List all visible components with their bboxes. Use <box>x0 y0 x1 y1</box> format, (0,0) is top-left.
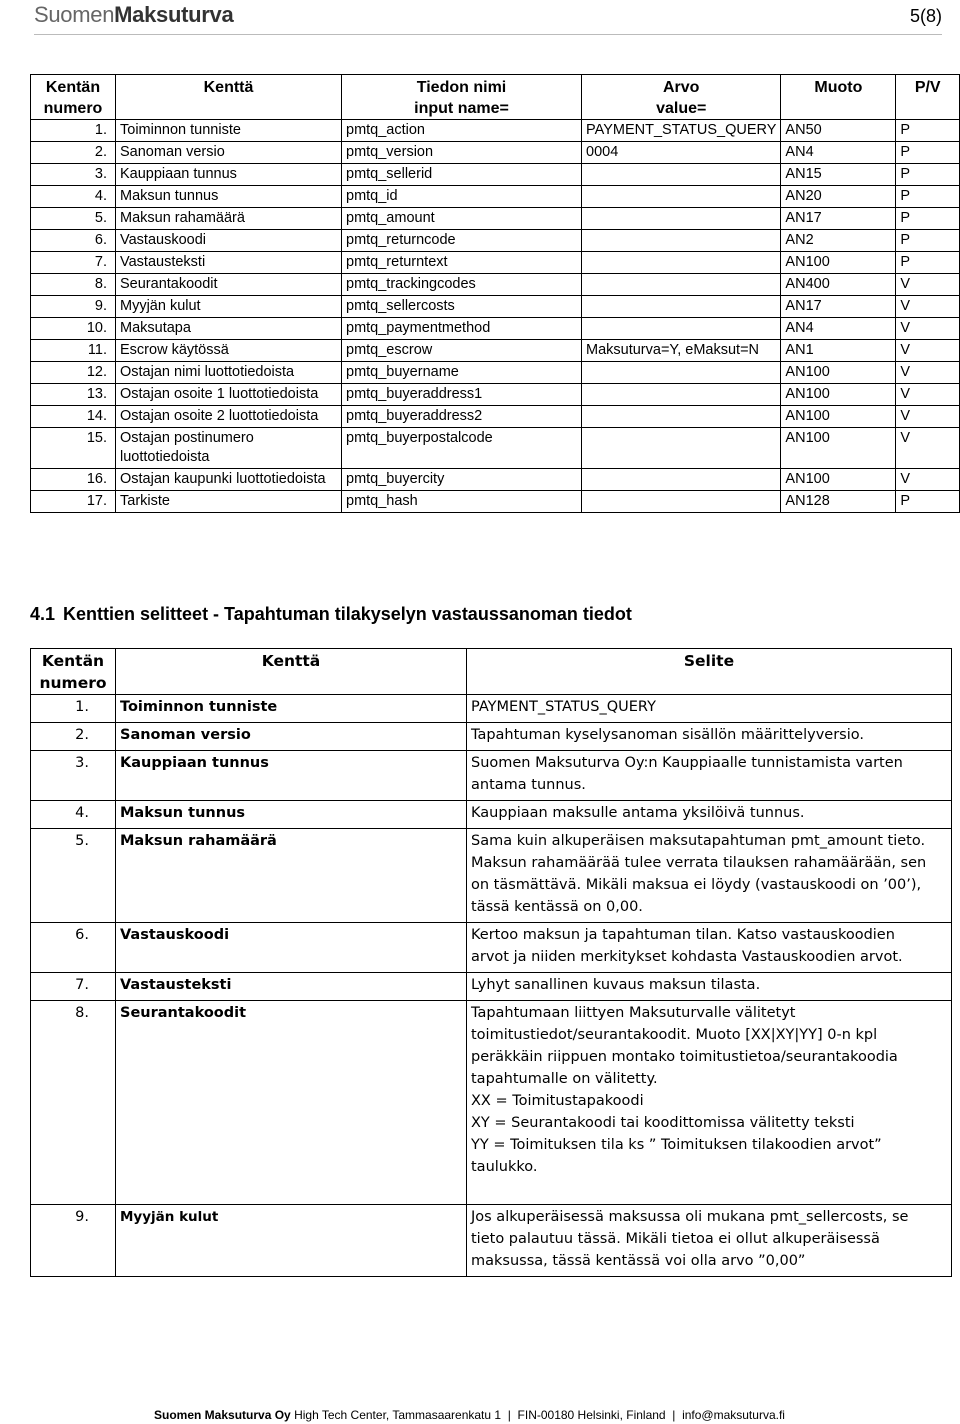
cell-value <box>582 252 781 274</box>
cell-input-name: pmtq_escrow <box>342 340 582 362</box>
cell-pv: V <box>896 384 960 406</box>
field-descriptions-table <box>30 648 952 1277</box>
cell-format: AN17 <box>781 208 896 230</box>
section-title-text: Kenttien selitteet - Tapahtuman tilakyselyn vastaussanoman tiedot <box>63 604 632 624</box>
table-header-row <box>31 649 952 695</box>
cell-field: Toiminnon tunniste <box>116 695 467 723</box>
table-row <box>31 164 960 186</box>
cell-value <box>582 384 781 406</box>
table-row <box>31 340 960 362</box>
cell-field: Maksun rahamäärä <box>116 208 342 230</box>
cell-input-name: pmtq_sellercosts <box>342 296 582 318</box>
cell-pv: V <box>896 428 960 469</box>
cell-format: AN4 <box>781 142 896 164</box>
description-line: tapahtumalle on välitetty. <box>471 1071 658 1087</box>
cell-number: 5. <box>31 829 116 923</box>
cell-input-name: pmtq_paymentmethod <box>342 318 582 340</box>
cell-value <box>582 296 781 318</box>
description-line: YY = Toimituksen tila ks ” Toimituksen tilakoodien arvot” <box>471 1137 882 1153</box>
cell-format: AN100 <box>781 469 896 491</box>
table-row <box>31 1001 952 1205</box>
table-row <box>31 469 960 491</box>
description-line: XY = Seurantakoodi tai koodittomissa välitetty teksti <box>471 1115 855 1131</box>
cell-number: 1. <box>31 120 116 142</box>
cell-value <box>582 491 781 513</box>
footer-email: info@maksuturva.fi <box>682 1408 785 1422</box>
description-line: Kertoo maksun ja tapahtuman tilan. Katso vastauskoodien <box>471 927 895 943</box>
cell-field: Myyjän kulut <box>116 296 342 318</box>
description-line: on täsmättävä. Mikäli maksua ei löydy (vastauskoodi on ’00’), <box>471 877 922 893</box>
cell-value <box>582 164 781 186</box>
cell-field: Maksutapa <box>116 318 342 340</box>
cell-input-name: pmtq_returntext <box>342 252 582 274</box>
description-line: Lyhyt sanallinen kuvaus maksun tilasta. <box>471 977 761 993</box>
cell-input-name: pmtq_version <box>342 142 582 164</box>
cell-description <box>467 695 952 723</box>
description-line: Jos alkuperäisessä maksussa oli mukana pmt_sellercosts, se <box>471 1209 909 1225</box>
company-logo <box>34 2 233 28</box>
cell-number: 4. <box>31 801 116 829</box>
logo-text-2: Maksuturva <box>114 2 234 27</box>
cell-description <box>467 973 952 1001</box>
header-divider <box>34 34 942 35</box>
cell-input-name: pmtq_sellerid <box>342 164 582 186</box>
col-header-value: Arvo value= <box>582 75 781 120</box>
cell-number: 7. <box>31 973 116 1001</box>
cell-pv: P <box>896 252 960 274</box>
col-header-description: Selite <box>467 649 952 695</box>
table-row <box>31 723 952 751</box>
cell-number: 10. <box>31 318 116 340</box>
cell-field: Myyjän kulut <box>116 1205 467 1277</box>
cell-value <box>582 230 781 252</box>
table-row <box>31 208 960 230</box>
cell-pv: V <box>896 318 960 340</box>
cell-value: PAYMENT_STATUS_QUERY <box>582 120 781 142</box>
cell-pv: V <box>896 406 960 428</box>
table-row <box>31 923 952 973</box>
cell-input-name: pmtq_buyeraddress1 <box>342 384 582 406</box>
table-row <box>31 406 960 428</box>
cell-description <box>467 1205 952 1277</box>
description-line: maksussa, tässä kentässä voi olla arvo ”0,00” <box>471 1253 806 1269</box>
cell-number: 12. <box>31 362 116 384</box>
section-heading <box>30 604 632 625</box>
table-row <box>31 491 960 513</box>
cell-number: 9. <box>31 1205 116 1277</box>
cell-format: AN100 <box>781 428 896 469</box>
cell-pv: P <box>896 230 960 252</box>
cell-field: Sanoman versio <box>116 723 467 751</box>
col-header-format: Muoto <box>781 75 896 120</box>
logo-text-1: Suomen <box>34 2 115 27</box>
table-row <box>31 829 952 923</box>
table-row <box>31 120 960 142</box>
cell-value <box>582 469 781 491</box>
cell-format: AN128 <box>781 491 896 513</box>
cell-pv: P <box>896 142 960 164</box>
cell-number: 9. <box>31 296 116 318</box>
cell-field: Ostajan postinumero luottotiedoista <box>116 428 342 469</box>
cell-field: Escrow käytössä <box>116 340 342 362</box>
table-row <box>31 801 952 829</box>
cell-pv: P <box>896 120 960 142</box>
cell-value <box>582 274 781 296</box>
cell-pv: V <box>896 469 960 491</box>
cell-pv: P <box>896 164 960 186</box>
cell-format: AN20 <box>781 186 896 208</box>
cell-description <box>467 1001 952 1205</box>
cell-number: 8. <box>31 274 116 296</box>
footer-company: Suomen Maksuturva Oy <box>154 1408 291 1422</box>
cell-pv: V <box>896 274 960 296</box>
description-line: PAYMENT_STATUS_QUERY <box>471 699 656 715</box>
description-line: tässä kentässä on 0,00. <box>471 899 643 915</box>
table-row <box>31 230 960 252</box>
cell-format: AN17 <box>781 296 896 318</box>
description-line: Suomen Maksuturva Oy:n Kauppiaalle tunnistamista varten <box>471 755 903 771</box>
cell-number: 16. <box>31 469 116 491</box>
table-row <box>31 1205 952 1277</box>
cell-field: Seurantakoodit <box>116 1001 467 1205</box>
cell-pv: P <box>896 186 960 208</box>
cell-number: 7. <box>31 252 116 274</box>
footer-postal: FIN-00180 Helsinki, Finland <box>517 1408 666 1422</box>
cell-value <box>582 186 781 208</box>
table-row <box>31 186 960 208</box>
table-row <box>31 751 952 801</box>
cell-description <box>467 829 952 923</box>
col-header-field: Kenttä <box>116 75 342 120</box>
cell-format: AN4 <box>781 318 896 340</box>
cell-input-name: pmtq_buyerpostalcode <box>342 428 582 469</box>
cell-number: 5. <box>31 208 116 230</box>
cell-description <box>467 923 952 973</box>
cell-field: Toiminnon tunniste <box>116 120 342 142</box>
cell-description <box>467 751 952 801</box>
col-header-input-name: Tiedon nimi input name= <box>342 75 582 120</box>
cell-input-name: pmtq_action <box>342 120 582 142</box>
section-number: 4.1 <box>30 604 56 624</box>
description-line: arvot ja niiden merkitykset kohdasta Vastauskoodien arvot. <box>471 949 903 965</box>
table-header-row <box>31 75 960 120</box>
table-row <box>31 296 960 318</box>
cell-field: Maksun tunnus <box>116 801 467 829</box>
cell-format: AN100 <box>781 252 896 274</box>
cell-field: Maksun tunnus <box>116 186 342 208</box>
cell-value <box>582 208 781 230</box>
cell-number: 8. <box>31 1001 116 1205</box>
cell-field: Ostajan nimi luottotiedoista <box>116 362 342 384</box>
cell-format: AN50 <box>781 120 896 142</box>
description-line: peräkkäin riippuen montako toimitustietoa/seurantakoodia <box>471 1049 898 1065</box>
cell-value <box>582 318 781 340</box>
cell-format: AN100 <box>781 384 896 406</box>
table-row <box>31 142 960 164</box>
cell-input-name: pmtq_returncode <box>342 230 582 252</box>
cell-input-name: pmtq_hash <box>342 491 582 513</box>
cell-number: 14. <box>31 406 116 428</box>
cell-field: Kauppiaan tunnus <box>116 751 467 801</box>
cell-format: AN100 <box>781 362 896 384</box>
cell-number: 2. <box>31 723 116 751</box>
cell-value <box>582 406 781 428</box>
cell-value: Maksuturva=Y, eMaksut=N <box>582 340 781 362</box>
description-line: toimitustiedot/seurantakoodit. Muoto [XX|XY|YY] 0-n kpl <box>471 1027 878 1043</box>
cell-field: Vastausteksti <box>116 252 342 274</box>
description-line: Maksun rahamäärää tulee verrata tilauksen rahamäärään, sen <box>471 855 927 871</box>
table-row <box>31 274 960 296</box>
cell-number: 13. <box>31 384 116 406</box>
cell-value <box>582 362 781 384</box>
col-header-pv: P/V <box>896 75 960 120</box>
cell-description <box>467 723 952 751</box>
cell-number: 6. <box>31 230 116 252</box>
cell-field: Ostajan kaupunki luottotiedoista <box>116 469 342 491</box>
cell-pv: P <box>896 491 960 513</box>
cell-value: 0004 <box>582 142 781 164</box>
cell-pv: P <box>896 208 960 230</box>
cell-input-name: pmtq_buyername <box>342 362 582 384</box>
cell-number: 15. <box>31 428 116 469</box>
cell-number: 6. <box>31 923 116 973</box>
col-header-number: Kentän numero <box>31 75 116 120</box>
cell-pv: V <box>896 362 960 384</box>
table-row <box>31 252 960 274</box>
description-line: XX = Toimitustapakoodi <box>471 1093 644 1109</box>
cell-field: Seurantakoodit <box>116 274 342 296</box>
description-line: tieto palautuu tässä. Mikäli tietoa ei ollut alkuperäisessä <box>471 1231 880 1247</box>
cell-field: Ostajan osoite 2 luottotiedoista <box>116 406 342 428</box>
cell-field: Ostajan osoite 1 luottotiedoista <box>116 384 342 406</box>
cell-number: 11. <box>31 340 116 362</box>
cell-input-name: pmtq_buyercity <box>342 469 582 491</box>
cell-format: AN15 <box>781 164 896 186</box>
cell-input-name: pmtq_buyeraddress2 <box>342 406 582 428</box>
page-number: 5(8) <box>909 6 942 26</box>
cell-description <box>467 801 952 829</box>
cell-number: 2. <box>31 142 116 164</box>
cell-field: Kauppiaan tunnus <box>116 164 342 186</box>
footer-address: High Tech Center, Tammasaarenkatu 1 <box>294 1408 502 1422</box>
cell-input-name: pmtq_id <box>342 186 582 208</box>
col-header-number: Kentän numero <box>31 649 116 695</box>
table-row <box>31 428 960 469</box>
cell-number: 17. <box>31 491 116 513</box>
table-row <box>31 695 952 723</box>
description-line: antama tunnus. <box>471 777 586 793</box>
cell-input-name: pmtq_trackingcodes <box>342 274 582 296</box>
cell-field: Vastausteksti <box>116 973 467 1001</box>
cell-number: 3. <box>31 164 116 186</box>
description-line <box>471 1178 947 1200</box>
cell-number: 4. <box>31 186 116 208</box>
table-row <box>31 362 960 384</box>
cell-format: AN2 <box>781 230 896 252</box>
table-row <box>31 384 960 406</box>
col-header-field: Kenttä <box>116 649 467 695</box>
table-row <box>31 973 952 1001</box>
cell-field: Maksun rahamäärä <box>116 829 467 923</box>
cell-field: Vastauskoodi <box>116 230 342 252</box>
cell-input-name: pmtq_amount <box>342 208 582 230</box>
cell-number: 1. <box>31 695 116 723</box>
description-line: Sama kuin alkuperäisen maksutapahtuman pmt_amount tieto. <box>471 833 926 849</box>
cell-format: AN400 <box>781 274 896 296</box>
description-line: Tapahtumaan liittyen Maksuturvalle välitetyt <box>471 1005 796 1021</box>
cell-pv: V <box>896 340 960 362</box>
description-line: Kauppiaan maksulle antama yksilöivä tunnus. <box>471 805 805 821</box>
table-row <box>31 318 960 340</box>
cell-field: Sanoman versio <box>116 142 342 164</box>
cell-format: AN1 <box>781 340 896 362</box>
description-line: Tapahtuman kyselysanoman sisällön määrittelyversio. <box>471 727 864 743</box>
request-fields-table <box>30 74 960 513</box>
cell-field: Vastauskoodi <box>116 923 467 973</box>
cell-number: 3. <box>31 751 116 801</box>
cell-field: Tarkiste <box>116 491 342 513</box>
page-footer: Suomen Maksuturva Oy High Tech Center, Tammasaarenkatu 1 | FIN-00180 Helsinki, Finland | info@maksuturva.fi <box>154 1408 785 1422</box>
cell-format: AN100 <box>781 406 896 428</box>
description-line: taulukko. <box>471 1159 538 1175</box>
cell-pv: V <box>896 296 960 318</box>
cell-value <box>582 428 781 469</box>
